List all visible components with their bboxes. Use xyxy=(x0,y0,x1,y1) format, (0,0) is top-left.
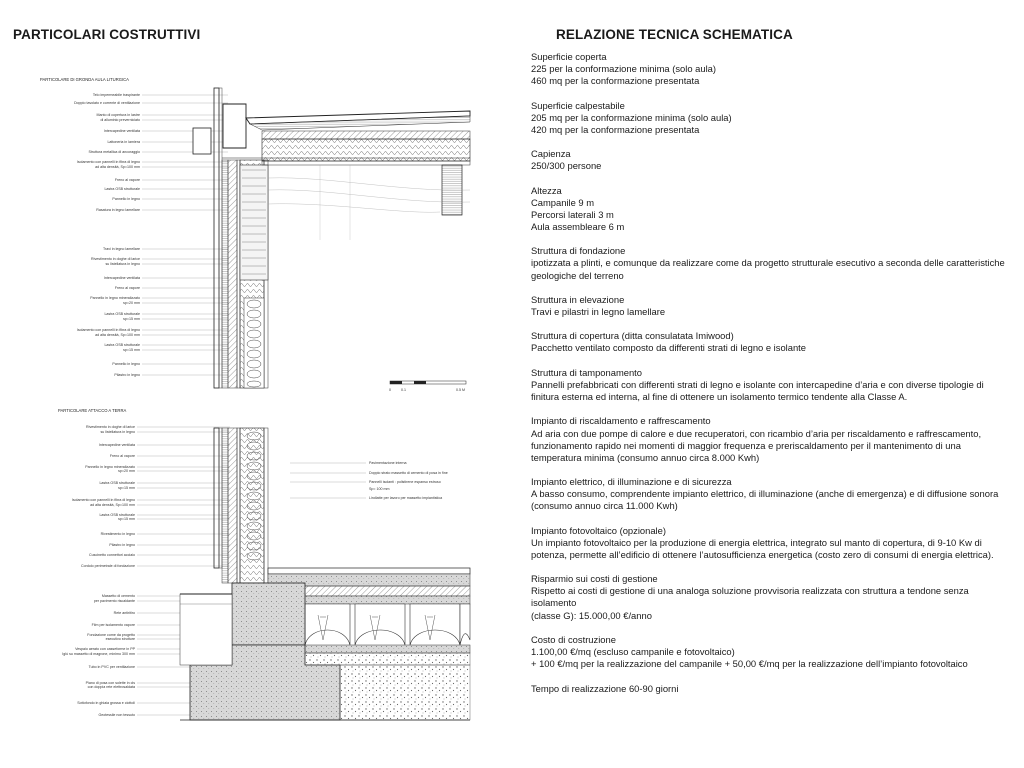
report-section-heading: Risparmio sui costi di gestione xyxy=(531,573,658,585)
detail-bottom-label: Cuscinetto connettori acciaio xyxy=(89,553,135,557)
report-section-heading: Struttura di tamponamento xyxy=(531,366,642,378)
detail-top-label: Rivestimento in doghe di larice xyxy=(91,257,140,261)
report-section xyxy=(531,148,1011,172)
report-section-line: Pacchetto ventilato composto da differenti strati di legno e isolante xyxy=(531,342,806,354)
report-section xyxy=(531,100,1011,136)
detail-top-label: Pilastro in legno xyxy=(114,373,140,377)
report-section-heading: Impianto elettrico, di illuminazione e di sicurezza xyxy=(531,476,732,488)
detail-bottom-label: Pannello in legno mineralizzato xyxy=(85,465,135,469)
detail-bottom-label: sp=15 mm xyxy=(118,517,135,521)
report-section xyxy=(531,573,1011,621)
report-section xyxy=(531,51,1011,87)
detail-bottom-label: su listellatura in legno xyxy=(100,430,135,434)
report-section-line: + 100 €/mq per la realizzazione del campanile + 50,00 €/mq per la realizzazione dell’impianto fotovoltaico xyxy=(531,658,968,670)
detail-top-label: sp=15 mm xyxy=(123,348,140,352)
report-section-heading: Impianto fotovoltaico (opzionale) xyxy=(531,524,666,536)
report-section-line: (consumo annuo circa 11.000 Kwh) xyxy=(531,500,678,512)
report-section-line: Rispetto ai costi di gestione di una analoga soluzione provvisoria realizzata con struttura a tendone senza isolamento xyxy=(531,585,969,609)
floor-and-foundation xyxy=(180,568,470,720)
detail-top-label: Struttura metallica di ancoraggio xyxy=(88,150,140,154)
detail-bottom-label: sp=15 mm xyxy=(118,486,135,490)
report-section-heading: Struttura in elevazione xyxy=(531,293,625,305)
detail-top-label: sp=20 mm xyxy=(123,301,140,305)
scale-label-1: 0.1 xyxy=(401,388,406,392)
detail-bottom-label: Rete antiritiro xyxy=(113,611,135,615)
detail-bottom-label: con doppia rete elettrosaldata xyxy=(87,685,135,689)
report-section-heading: Impianto di riscaldamento e raffrescamento xyxy=(531,415,711,427)
report-section xyxy=(531,683,1011,695)
detail-top-label: Lastra OSB strutturale xyxy=(104,343,140,347)
report-section xyxy=(531,185,1011,233)
report-section-line: potenza, permette all’edificio di ottenere l’autosufficienza energetica (costo zero di consumi di energia elettrica). xyxy=(531,548,994,560)
report-section-line: 1.100,00 €/mq (escluso campanile e fotovoltaico) xyxy=(531,646,735,658)
detail-top-label: Pannello in legno xyxy=(112,197,140,201)
report-section-line: 250/300 persone xyxy=(531,160,602,172)
report-section xyxy=(531,525,1011,561)
detail-top-label: Lattoneria in lamiera xyxy=(107,140,140,144)
detail-top-label: Pannello in legno xyxy=(112,362,140,366)
report-section-heading: Superficie calpestabile xyxy=(531,99,625,111)
report-section-line: ipotizzata a plinti, e comunque da realizzare come da progetto strutturale esecutivo a seconda delle caratteristiche xyxy=(531,257,1005,269)
report-section xyxy=(531,415,1011,463)
scale-bar xyxy=(389,381,466,392)
detail-top-label: su listellatura in legno xyxy=(105,262,140,266)
detail-bottom-label: Pilastro in legno xyxy=(109,543,135,547)
detail-top-caption: PARTICOLARE DI GRONDA AULA LITURGICA xyxy=(40,77,129,82)
detail-top-label: ad alta densità, Sp=100 mm xyxy=(95,333,140,337)
report-section-heading: Struttura di copertura (ditta consulatata Imiwood) xyxy=(531,330,734,342)
detail-top-label: di alluminio preverniciato xyxy=(100,118,140,122)
detail-bottom-callout: Pannelli isolanti : polistirene espanso estruso xyxy=(369,480,441,484)
detail-top-label: Doppio tavolato e corrente di ventilazione xyxy=(74,101,140,105)
report-section-line: temperatura minima (consumo annuo circa 8.000 Kwh) xyxy=(531,451,760,463)
report-section-line: Pannelli prefabbricati con differenti strati di legno e isolante con intercapedine d’aria e con diverse tipologie di xyxy=(531,378,984,390)
report-section-line: Un impianto fotovoltaico per la produzione di energia elettrica, integrato sul manto di copertura, di 9-10 Kw di xyxy=(531,536,982,548)
detail-top-label: sp=15 mm xyxy=(123,317,140,321)
detail-bottom-label: Cordolo perimetrale di fondazione xyxy=(81,564,135,568)
technical-report xyxy=(531,51,1011,707)
report-section-heading: Struttura di fondazione xyxy=(531,245,626,257)
report-section-heading: Altezza xyxy=(531,184,562,196)
detail-top-label: ad alta densità, Sp=100 mm xyxy=(95,165,140,169)
detail-bottom-label: Isolamento con pannelli in fibra di legno xyxy=(71,498,135,502)
detail-bottom-label: ad alta densità, Sp=100 mm xyxy=(90,503,135,507)
report-section-heading: Tempo di realizzazione 60-90 giorni xyxy=(531,682,679,694)
detail-bottom-label: Lastra OSB strutturale xyxy=(99,481,135,485)
report-section-heading: Capienza xyxy=(531,148,571,160)
report-section-heading: Superficie coperta xyxy=(531,51,607,62)
detail-bottom-label: Rivestimento in legno xyxy=(100,532,135,536)
detail-top-label: Freno al vapore xyxy=(114,286,140,290)
detail-bottom-caption: PARTICOLARE ATTACCO A TERRA xyxy=(58,408,127,413)
detail-bottom-label: Freno al vapore xyxy=(109,454,135,458)
report-section-line: finitura esterna ed interna, al fine di ottenere un isolamento termico tendente alla Classe A. xyxy=(531,391,908,403)
report-section xyxy=(531,330,1011,354)
report-section xyxy=(531,634,1011,670)
detail-top-label: Freno al vapore xyxy=(114,178,140,182)
report-section-line: 460 mq per la conformazione presentata xyxy=(531,75,700,87)
report-section xyxy=(531,294,1011,318)
scale-label-0: 0 xyxy=(389,388,391,392)
detail-bottom-label: sp=20 mm xyxy=(118,469,135,473)
detail-bottom-label: Film per isolamento vapore xyxy=(91,623,135,627)
detail-bottom-label: Massetto di cemento xyxy=(101,594,135,598)
report-section-line: A basso consumo, comprendente impianto elettrico, di illuminazione (anche di emergenza) e di diffusione sonora xyxy=(531,488,999,500)
detail-bottom-label: per pavimento riscaldante xyxy=(93,599,135,603)
detail-top-label: Manto di copertura in lastre xyxy=(96,113,140,117)
report-section-line: geologiche del terreno xyxy=(531,269,624,281)
report-section-line: (classe G): 15.000,00 €/anno xyxy=(531,609,652,621)
detail-top-label: Isolamento con pannelli in fibra di legno xyxy=(76,160,140,164)
scale-label-2: 0.5 M xyxy=(456,388,465,392)
report-section-line: Percorsi laterali 3 m xyxy=(531,208,614,220)
detail-bottom-callout: Pavimentazione interna xyxy=(369,461,407,465)
report-title: RELAZIONE TECNICA SCHEMATICA xyxy=(556,27,793,42)
detail-top-label: Intercapedine ventilata xyxy=(103,276,140,280)
detail-bottom-label: Rivestimento in doghe di larice xyxy=(86,425,135,429)
report-section xyxy=(531,245,1011,281)
detail-bottom-callout: Sp= 100 mm xyxy=(369,487,390,491)
detail-bottom-label: Piano di posa con solette in cls xyxy=(85,681,135,685)
detail-bottom-label: Vespaio aerato con casseforme in PP xyxy=(75,647,135,651)
detail-bottom-label: Sottofondo in ghiaia grossa e ciottoli xyxy=(77,701,135,705)
detail-bottom-label: Fondazione come da progetto xyxy=(87,633,135,637)
report-section-heading: Costo di costruzione xyxy=(531,633,616,645)
detail-bottom-callout: Lindlatte per lavoro per massetto impiantistica xyxy=(369,496,443,500)
bottom-wall-section xyxy=(214,428,268,583)
detail-top-label: Pannello in legno mineralizzato xyxy=(90,296,140,300)
detail-top-label: Intercapedine ventilata xyxy=(103,129,140,133)
detail-top-label: Lastra OSB strutturale xyxy=(104,187,140,191)
report-section-line: 205 mq per la conformazione minima (solo aula) xyxy=(531,111,732,123)
detail-bottom-label: esecutivo strutture xyxy=(105,637,135,641)
report-section-line: 420 mq per la conformazione presentata xyxy=(531,123,700,135)
detail-bottom-label: Lastra OSB strutturale xyxy=(99,513,135,517)
detail-bottom-label: Iglù su massetto di magrone, minimo 300 mm xyxy=(62,652,135,656)
report-section xyxy=(531,367,1011,403)
detail-top-label: Lastra OSB strutturale xyxy=(104,312,140,316)
report-section-line: Campanile 9 m xyxy=(531,196,595,208)
detail-top-label: Travi in legno lamellare xyxy=(102,247,140,251)
detail-bottom-label: Geotessile non tessuto xyxy=(98,713,135,717)
drawings-title: PARTICOLARI COSTRUTTIVI xyxy=(13,27,201,42)
detail-top-label: Isolamento con pannelli in fibra di legno xyxy=(76,328,140,332)
report-section xyxy=(531,476,1011,512)
report-section-line: 225 per la conformazione minima (solo aula) xyxy=(531,63,716,75)
detail-bottom-callout: Doppio strato massetto di cemento di posa in fine xyxy=(369,471,448,475)
report-section-line: funzionamento rapido nei momenti di maggior frequenza e preriscaldamento per il mantenimento di una xyxy=(531,439,961,451)
report-section-line: Ad aria con due pompe di calore e due recuperatori, con ricambio d’aria per riscaldamento e raffrescamento, xyxy=(531,427,982,439)
detail-top-label: Telo impermeabile traspirante xyxy=(92,93,140,97)
detail-bottom-callouts xyxy=(290,461,448,500)
detail-bottom-label: Tubo in PVC per ventilazione xyxy=(88,665,135,669)
detail-top-label: Rasatura in legno lamellare xyxy=(96,208,140,212)
report-section-line: Aula assembleare 6 m xyxy=(531,220,625,232)
report-section-line: Travi e pilastri in legno lamellare xyxy=(531,305,666,317)
detail-bottom-label: Intercapedine ventilata xyxy=(98,443,135,447)
